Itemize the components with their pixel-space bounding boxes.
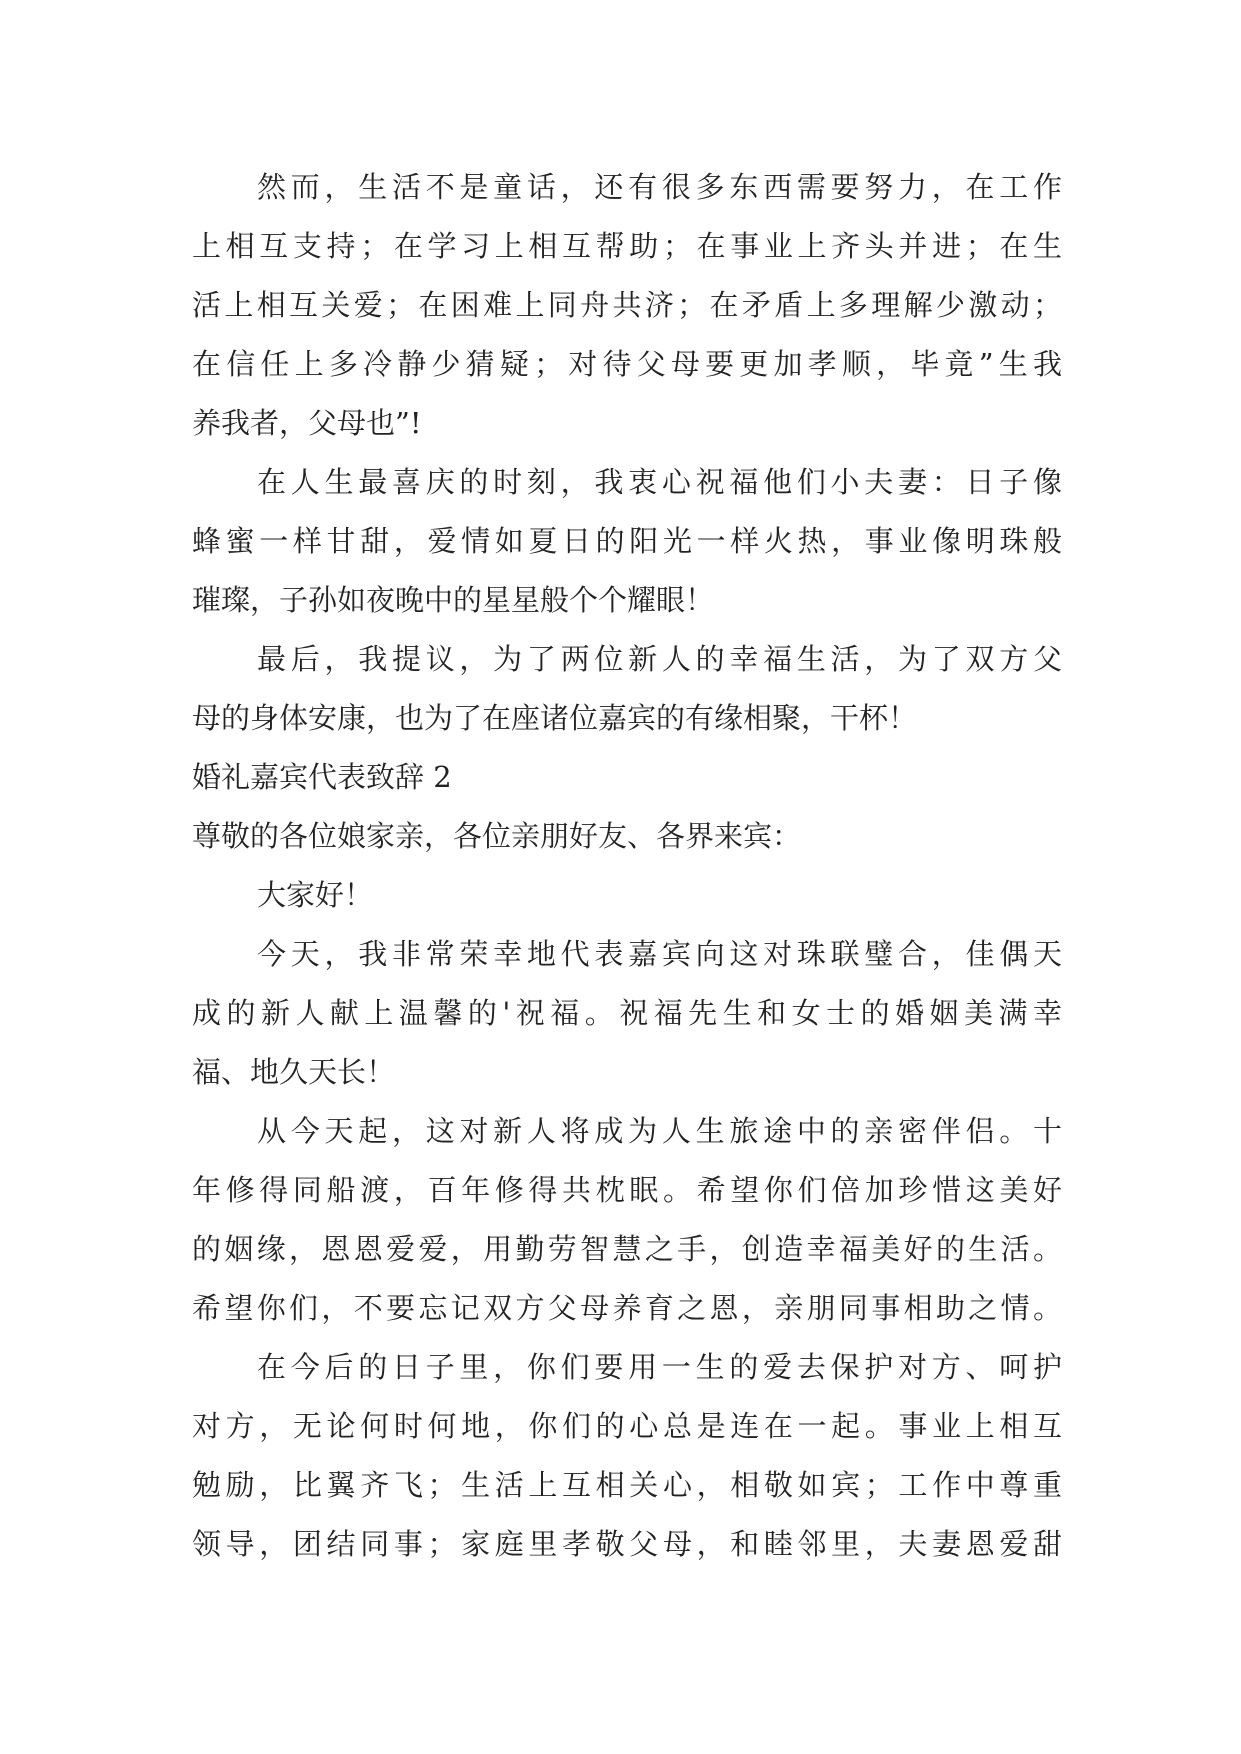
text-line: 然而，生活不是童话，还有很多东西需要努力，在工作 (257, 170, 1062, 204)
text-line: 成的新人献上温馨的'祝福。祝福先生和女士的婚姻美满幸 (192, 996, 1062, 1030)
text-line: 在今后的日子里，你们要用一生的爱去保护对方、呵护 (257, 1350, 1062, 1384)
text-line: 养我者，父母也”! (192, 406, 422, 440)
text-line: 今天，我非常荣幸地代表嘉宾向这对珠联璧合，佳偶天 (257, 937, 1062, 971)
text-line: 在信任上多冷静少猜疑；对待父母要更加孝顺，毕竟”生我 (192, 347, 1062, 381)
text-line: 婚礼嘉宾代表致辞 2 (192, 760, 452, 794)
text-line: 在人生最喜庆的时刻，我衷心祝福他们小夫妻：日子像 (257, 465, 1062, 499)
text-line: 领导，团结同事；家庭里孝敬父母，和睦邻里，夫妻恩爱甜 (192, 1527, 1062, 1561)
text-line: 福、地久天长！ (192, 1055, 396, 1089)
text-line: 活上相互关爱；在困难上同舟共济；在矛盾上多理解少激动； (192, 288, 1062, 322)
text-line: 母的身体安康，也为了在座诸位嘉宾的有缘相聚，干杯！ (192, 701, 918, 735)
text-line: 从今天起，这对新人将成为人生旅途中的亲密伴侣。十 (257, 1114, 1062, 1148)
text-line: 勉励，比翼齐飞；生活上互相关心，相敬如宾；工作中尊重 (192, 1468, 1062, 1502)
text-line: 尊敬的各位娘家亲，各位亲朋好友、各界来宾： (192, 819, 802, 853)
text-line: 璀璨，子孙如夜晚中的星星般个个耀眼！ (192, 583, 715, 617)
text-line: 年修得同船渡，百年修得共枕眠。希望你们倍加珍惜这美好 (192, 1173, 1062, 1207)
text-line: 大家好！ (257, 878, 374, 912)
text-line: 希望你们，不要忘记双方父母养育之恩，亲朋同事相助之情。 (192, 1291, 1062, 1325)
text-line: 蜂蜜一样甘甜，爱情如夏日的阳光一样火热，事业像明珠般 (192, 524, 1062, 558)
text-line: 的姻缘，恩恩爱爱，用勤劳智慧之手，创造幸福美好的生活。 (192, 1232, 1062, 1266)
text-line: 对方，无论何时何地，你们的心总是连在一起。事业上相互 (192, 1409, 1062, 1443)
text-line: 上相互支持；在学习上相互帮助；在事业上齐头并进；在生 (192, 229, 1062, 263)
document-body (192, 158, 1062, 1574)
text-line: 最后，我提议，为了两位新人的幸福生活，为了双方父 (257, 642, 1062, 676)
